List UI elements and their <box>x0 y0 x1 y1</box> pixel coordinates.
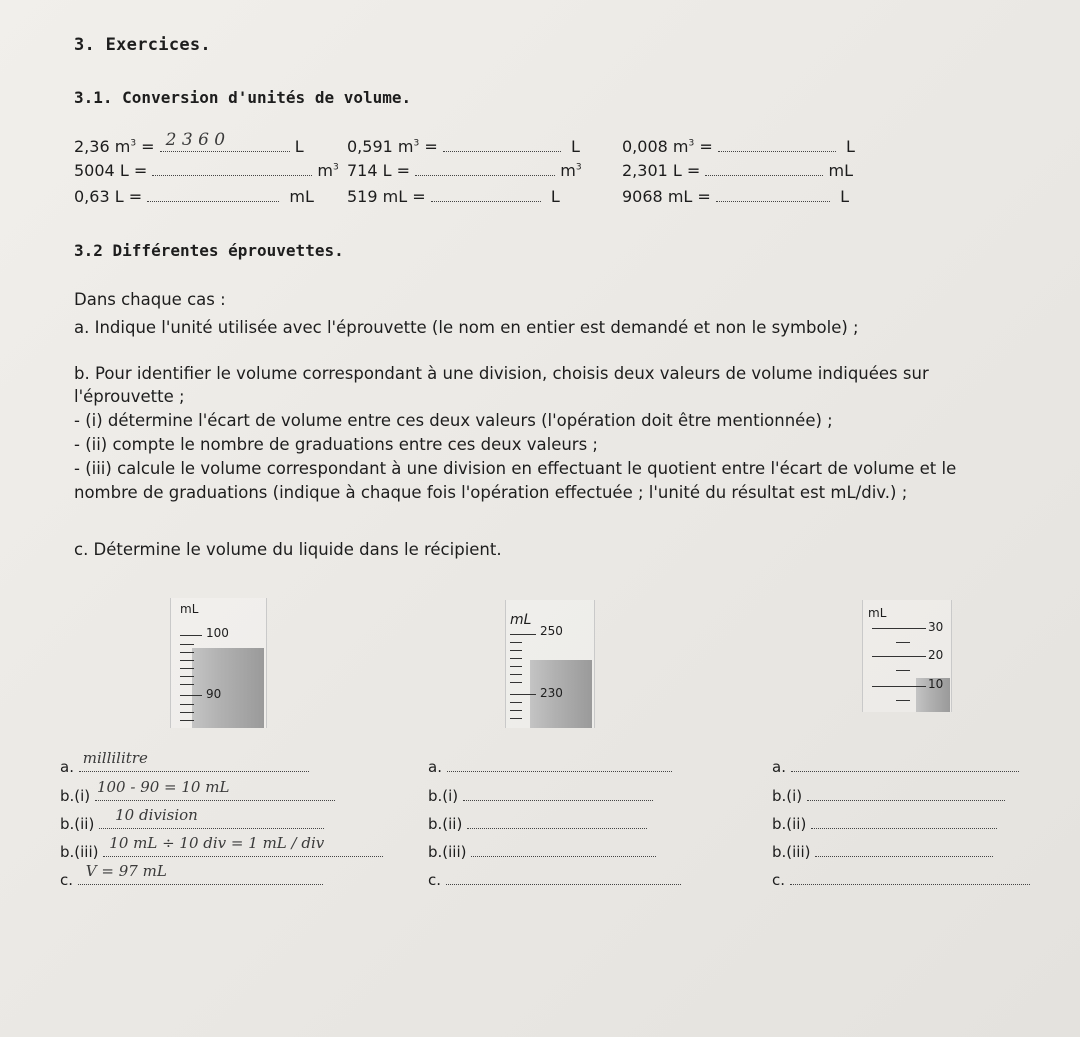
conversion-item: 714 $L = m^3$ <box>347 161 582 180</box>
answer-b-ii: b.(ii) <box>772 815 997 833</box>
unit-label: mL <box>510 612 532 628</box>
conversion-item: 2,301 L = mL <box>622 161 854 180</box>
answer-a: a. millilitre <box>60 758 309 776</box>
eprouvettes-heading: 3.2 Différentes éprouvettes. <box>74 241 344 260</box>
unit-label: mL <box>180 602 199 616</box>
answer-b-iii: b.(iii) <box>428 843 656 861</box>
instruction-b-line1: b. Pour identifier le volume correspondant à une division, choisis deux valeurs de volume indiquées sur <box>74 364 929 383</box>
answer-b-ii: b.(ii) <box>428 815 647 833</box>
graduated-cylinder-3 <box>860 600 960 720</box>
scale-label: 20 <box>928 648 944 662</box>
scale-label: 100 <box>206 626 229 640</box>
liquid-level <box>192 648 264 728</box>
conversion-item: 0,591 $m^3$ = L <box>347 137 580 156</box>
conversion-item: 0,63 L = mL <box>74 187 314 206</box>
scale-label: 30 <box>928 620 944 634</box>
scale-label: 230 <box>540 686 563 700</box>
scale-label: 10 <box>928 677 944 691</box>
answer-c: c. <box>772 871 1030 889</box>
answer-c: c. <box>428 871 681 889</box>
conversion-item: 2,36 $m^3$ = 2 3 6 0 L <box>74 130 304 156</box>
instruction-b-i: - (i) détermine l'écart de volume entre ces deux valeurs (l'opération doit être mentionnée) ; <box>74 411 833 430</box>
scale-label: 90 <box>206 687 222 701</box>
graduated-cylinder-1 <box>170 598 270 738</box>
answer-b-i: b.(i) 100 - 90 = 10 mL <box>60 787 335 805</box>
answer-b-i: b.(i) <box>772 787 1005 805</box>
answer-b-iii: b.(iii) <box>772 843 993 861</box>
instruction-a: a. Indique l'unité utilisée avec l'éprouvette (le nom en entier est demandé et non le symbole) ; <box>74 318 859 337</box>
instruction-b-line2: l'éprouvette ; <box>74 387 185 406</box>
unit-label: mL <box>868 606 887 620</box>
conversion-answer: 2 3 6 0 <box>165 130 226 150</box>
intro-text: Dans chaque cas : <box>74 290 226 309</box>
answer-a: a. <box>428 758 672 776</box>
conversion-item: 9068 mL = L <box>622 187 849 206</box>
answer-b-ii: b.(ii) 10 division <box>60 815 324 833</box>
scale-label: 250 <box>540 624 563 638</box>
answer-a: a. <box>772 758 1019 776</box>
conversion-item: 5004 $L = m^3$ <box>74 161 339 180</box>
instruction-b-iii-line2: nombre de graduations (indique à chaque fois l'opération effectuée ; l'unité du résultat est mL/div.) ; <box>74 483 908 502</box>
exercises-heading: 3. Exercices. <box>74 35 211 55</box>
instruction-b-iii-line1: - (iii) calcule le volume correspondant à une division en effectuant le quotient entre l'écart de volume et le <box>74 459 957 478</box>
conversion-item: 0,008 $m^3$ = L <box>622 137 855 156</box>
instruction-c: c. Détermine le volume du liquide dans le récipient. <box>74 540 502 559</box>
instruction-b-ii: - (ii) compte le nombre de graduations entre ces deux valeurs ; <box>74 435 598 454</box>
answer-b-i: b.(i) <box>428 787 653 805</box>
answer-b-iii: b.(iii) 10 mL ÷ 10 div = 1 mL / div <box>60 843 383 861</box>
conversion-item: 519 mL = L <box>347 187 560 206</box>
graduated-cylinder-2 <box>500 600 600 730</box>
answer-c: c. V = 97 mL <box>60 871 323 889</box>
conversion-heading: 3.1. Conversion d'unités de volume. <box>74 88 412 107</box>
